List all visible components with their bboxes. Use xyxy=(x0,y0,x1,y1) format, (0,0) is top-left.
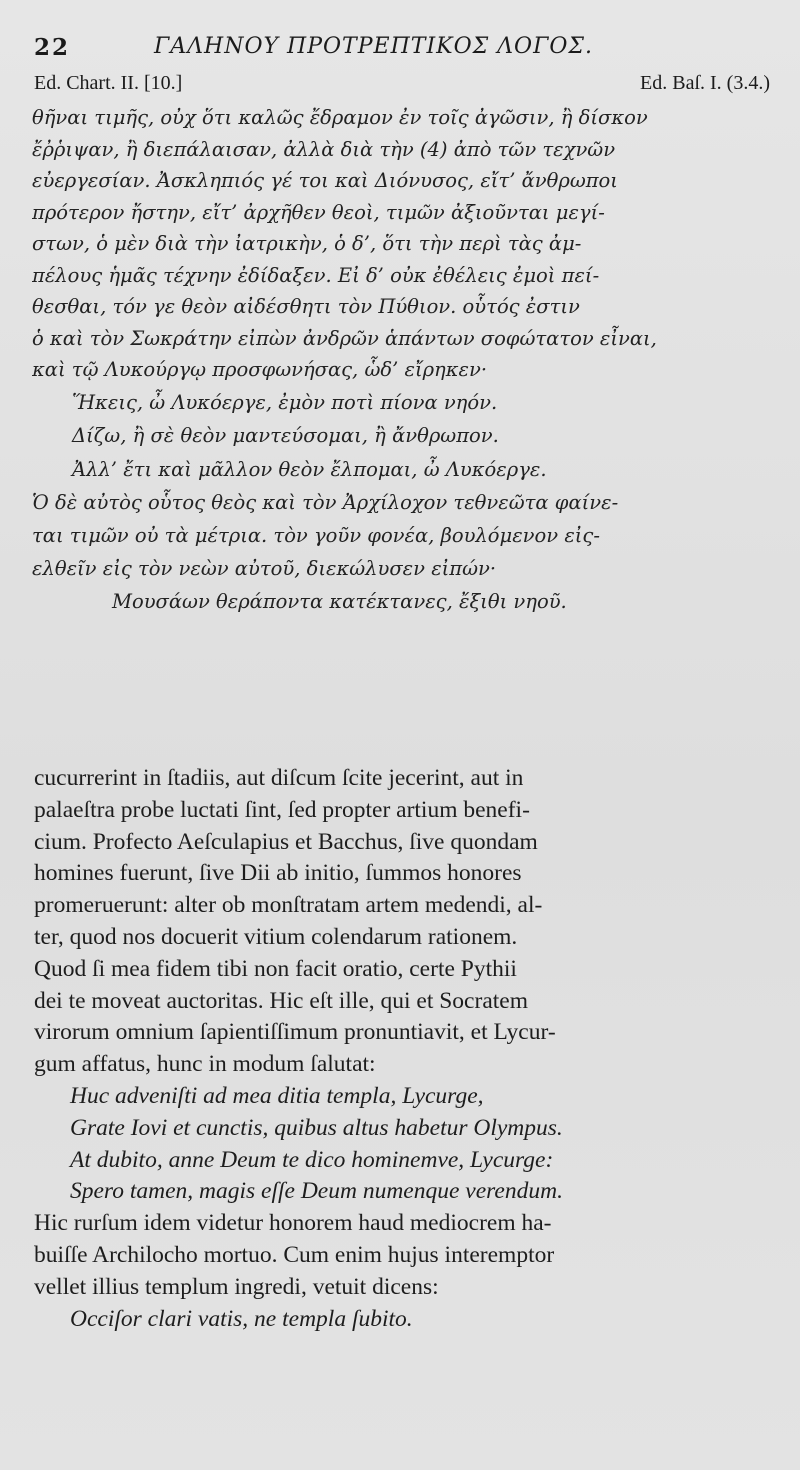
latin-verse-line: Occiſor clari vatis, ne templa ſubito. xyxy=(70,1305,413,1332)
edition-reference xyxy=(34,68,770,98)
greek-line: ται τιμῶν οὐ τὰ μέτρια. τὸν γοῦν φονέα, βουλόμενον εἰς- xyxy=(32,524,600,547)
greek-verse-line: Μουσάων θεράποντα κατέκτανες, ἔξιθι νηοῦ. xyxy=(112,590,567,613)
greek-line: θῆναι τιμῆς, οὐχ ὅτι καλῶς ἔδραμον ἐν τοῖς ἀγῶσιν, ἢ δίσκον xyxy=(32,106,648,129)
latin-verse-line: Grate Iovi et cunctis, quibus altus habetur Olympus. xyxy=(70,1114,563,1141)
latin-line: ter, quod nos docuerit vitium colendarum rationem. xyxy=(34,923,518,950)
page-number: 22 xyxy=(34,34,71,61)
latin-verse-line: At dubito, anne Deum te dico hominemve, Lycurge: xyxy=(70,1146,554,1173)
greek-line: καὶ τῷ Λυκούργῳ προσφωνήσας, ὧδ’ εἴρηκεν· xyxy=(32,358,488,381)
latin-line: homines fuerunt, ſive Dii ab initio, ſummos honores xyxy=(34,860,522,887)
greek-line: πρότερον ἤστην, εἴτ’ ἀρχῆθεν θεοὶ, τιμῶν ἀξιοῦνται μεγί- xyxy=(32,200,605,224)
latin-line: cium. Profecto Aeſculapius et Bacchus, ſive quondam xyxy=(34,828,538,855)
running-title: ΓΑΛΗΝΟΥ ΠΡΟΤΡΕΠΤΙΚΟΣ ΛΟΓΟΣ. xyxy=(154,34,593,59)
latin-line: vellet illius templum ingredi, vetuit dicens: xyxy=(34,1273,439,1300)
greek-verse-line: Δίζω, ἢ σὲ θεὸν μαντεύσομαι, ἢ ἄνθρωπον. xyxy=(72,424,499,447)
edition-chartier: Ed. Chart. II. [10.] xyxy=(34,72,183,94)
greek-line: ἔῤῥιψαν, ἢ διεπάλαισαν, ἀλλὰ διὰ τὴν (4) ἀπὸ τῶν τεχνῶν xyxy=(32,137,616,161)
latin-verse-line: Spero tamen, magis eſſe Deum numenque verendum. xyxy=(70,1178,563,1205)
greek-line: ελθεῖν εἰς τὸν νεὼν αὐτοῦ, διεκώλυσεν εἰπών· xyxy=(32,557,497,580)
latin-line: buiſſe Archilocho mortuo. Cum enim hujus interemptor xyxy=(34,1241,555,1268)
latin-line: dei te moveat auctoritas. Hic eſt ille, qui et Socratem xyxy=(34,987,528,1014)
latin-line: promeruerunt: alter ob monſtratam artem medendi, al- xyxy=(34,892,543,919)
latin-line: palaeſtra probe luctati ſint, ſed propter artium benefi- xyxy=(34,796,530,823)
page-header xyxy=(34,28,774,64)
greek-text xyxy=(32,102,772,619)
latin-line: gum affatus, hunc in modum ſalutat: xyxy=(34,1051,376,1078)
latin-line: Hic rurſum idem videtur honorem haud mediocrem ha- xyxy=(34,1210,552,1237)
latin-translation xyxy=(34,763,774,1335)
latin-verse-line: Huc adveniſti ad mea ditia templa, Lycurge, xyxy=(70,1082,484,1109)
greek-line: εὐεργεσίαν. Ἀσκληπιός γέ τοι καὶ Διόνυσος, εἴτ’ ἄνθρωποι xyxy=(32,169,618,192)
latin-line: virorum omnium ſapientiſſimum pronuntiavit, et Lycur- xyxy=(34,1019,556,1046)
greek-line: πέλους ἡμᾶς τέχνην ἐδίδαξεν. Εἰ δ’ οὐκ ἐθέλεις ἐμοὶ πεί- xyxy=(32,263,600,287)
greek-line: στων, ὁ μὲν διὰ τὴν ἰατρικὴν, ὁ δ’, ὅτι τὴν περὶ τὰς ἀμ- xyxy=(32,232,582,255)
greek-verse-line: Ἥκεις, ὦ Λυκόεργε, ἐμὸν ποτὶ πίονα νηόν. xyxy=(72,390,498,414)
greek-verse-line: Ἀλλ’ ἔτι καὶ μᾶλλον θεὸν ἔλπομαι, ὦ Λυκόεργε. xyxy=(72,457,547,481)
greek-line: θεσθαι, τόν γε θεὸν αἰδέσθητι τὸν Πύθιον. οὗτός ἐστιν xyxy=(32,295,580,318)
latin-line: Quod ſi mea fidem tibi non facit oratio, certe Pythii xyxy=(34,955,517,982)
edition-basel: Ed. Baſ. I. (3.4.) xyxy=(640,72,770,94)
greek-line: ὁ καὶ τὸν Σωκράτην εἰπὼν ἀνδρῶν ἁπάντων σοφώτατον εἶναι, xyxy=(32,326,657,350)
latin-line: cucurrerint in ſtadiis, aut diſcum ſcite jecerint, aut in xyxy=(34,765,524,791)
greek-line: Ὁ δὲ αὐτὸς οὗτος θεὸς καὶ τὸν Ἀρχίλοχον τεθνεῶτα φαίνε- xyxy=(32,491,619,514)
